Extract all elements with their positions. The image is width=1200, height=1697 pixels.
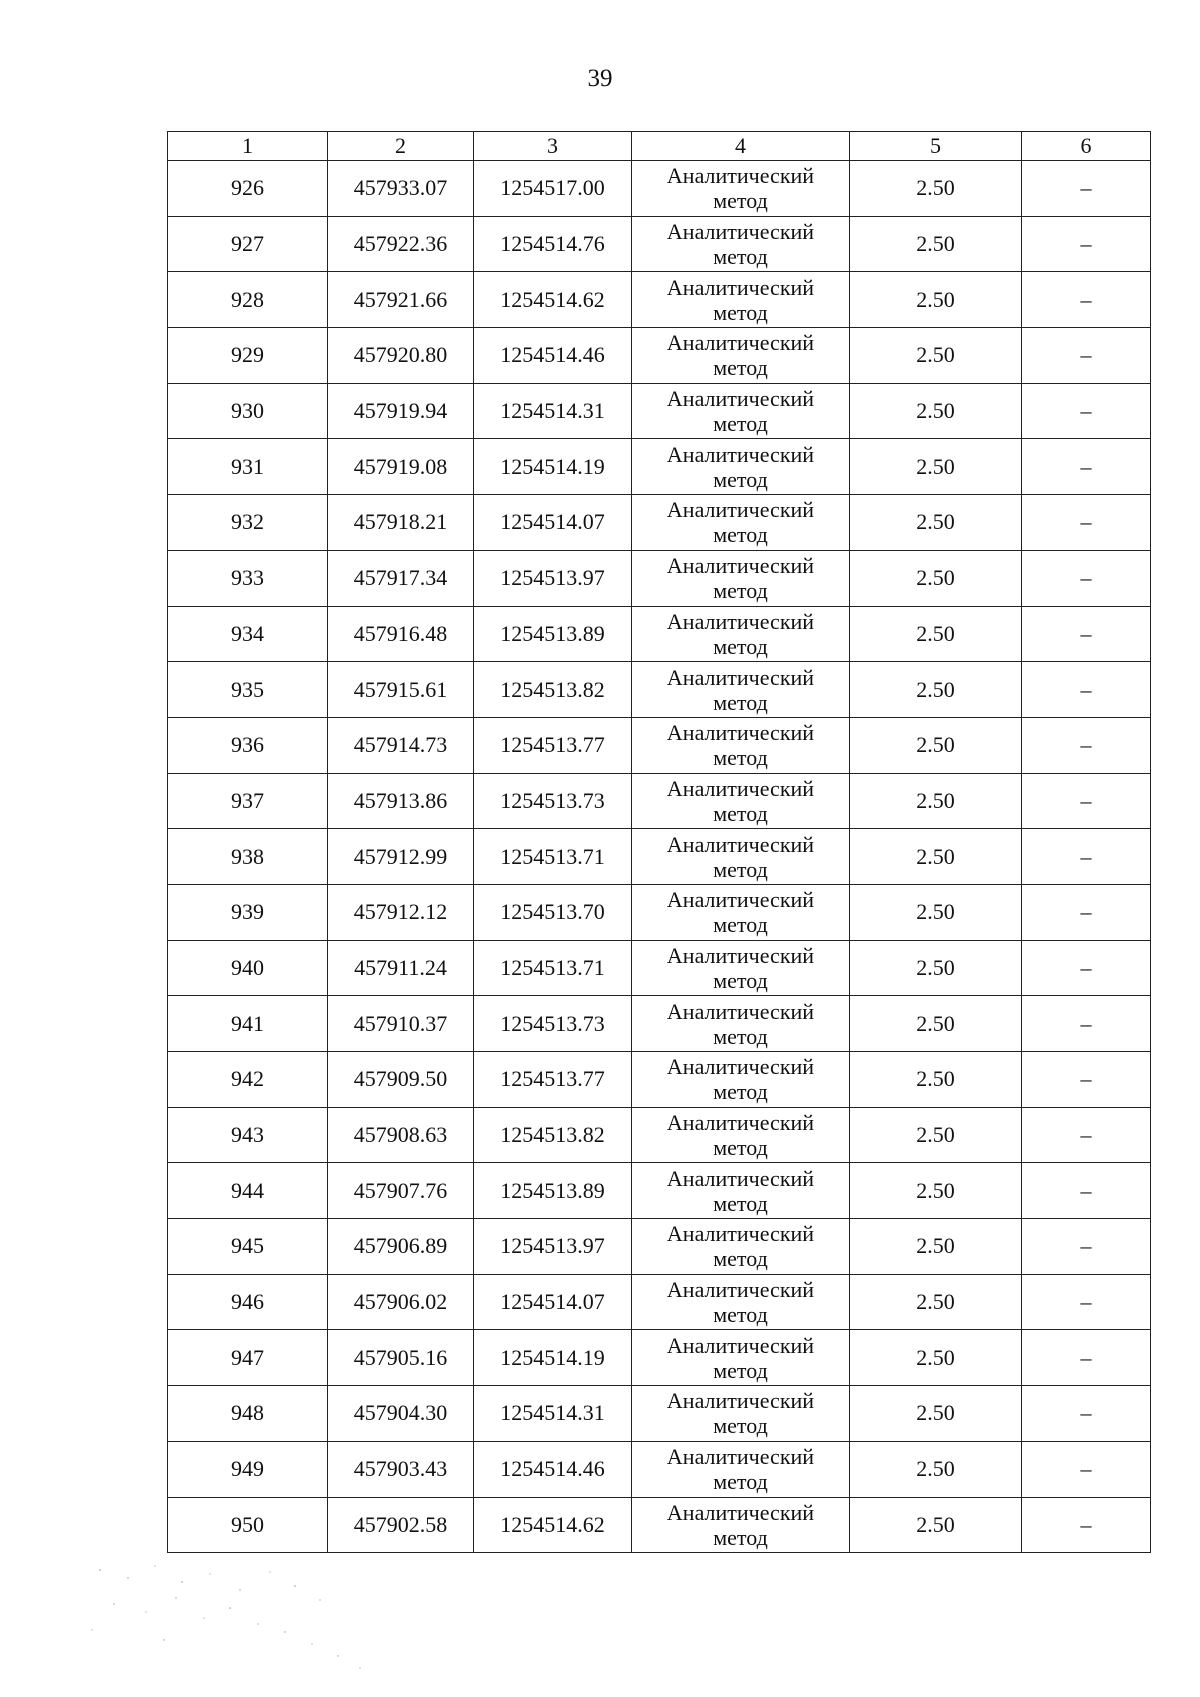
method-line-1: Аналитический xyxy=(666,1110,815,1136)
table-row xyxy=(168,1441,1151,1497)
method-cell xyxy=(632,1163,850,1219)
point-number-cell: 945 xyxy=(168,1219,328,1275)
table-row xyxy=(168,439,1151,495)
method-cell xyxy=(632,1441,850,1497)
point-number-cell: 944 xyxy=(168,1163,328,1219)
method-cell xyxy=(632,439,850,495)
method-cell xyxy=(632,773,850,829)
table-row xyxy=(168,216,1151,272)
note-cell: – xyxy=(1022,1274,1151,1330)
note-cell: – xyxy=(1022,272,1151,328)
method-line-2: метод xyxy=(713,522,768,548)
point-number-cell: 940 xyxy=(168,940,328,996)
note-cell: – xyxy=(1022,662,1151,718)
table-row xyxy=(168,1497,1151,1553)
method-cell xyxy=(632,216,850,272)
point-number-cell: 929 xyxy=(168,328,328,384)
point-number-cell: 931 xyxy=(168,439,328,495)
x-coordinate-cell: 457911.24 xyxy=(328,940,474,996)
note-cell: – xyxy=(1022,1052,1151,1108)
method-line-2: метод xyxy=(713,299,768,325)
y-coordinate-cell: 1254513.70 xyxy=(474,884,632,940)
accuracy-cell: 2.50 xyxy=(850,1052,1022,1108)
note-cell: – xyxy=(1022,1163,1151,1219)
point-number-cell: 941 xyxy=(168,996,328,1052)
x-coordinate-cell: 457913.86 xyxy=(328,773,474,829)
method-line-2: метод xyxy=(713,1079,768,1105)
y-coordinate-cell: 1254513.97 xyxy=(474,1219,632,1275)
x-coordinate-cell: 457902.58 xyxy=(328,1497,474,1553)
y-coordinate-cell: 1254513.77 xyxy=(474,717,632,773)
accuracy-cell: 2.50 xyxy=(850,216,1022,272)
accuracy-cell: 2.50 xyxy=(850,940,1022,996)
method-line-2: метод xyxy=(713,1246,768,1272)
point-number-cell: 927 xyxy=(168,216,328,272)
method-cell xyxy=(632,272,850,328)
note-cell: – xyxy=(1022,717,1151,773)
y-coordinate-cell: 1254513.71 xyxy=(474,940,632,996)
x-coordinate-cell: 457914.73 xyxy=(328,717,474,773)
note-cell: – xyxy=(1022,216,1151,272)
column-header: 2 xyxy=(328,132,474,161)
method-line-2: метод xyxy=(713,466,768,492)
table-row xyxy=(168,717,1151,773)
column-header: 3 xyxy=(474,132,632,161)
method-cell xyxy=(632,940,850,996)
coordinates-table xyxy=(167,131,1151,1553)
point-number-cell: 934 xyxy=(168,606,328,662)
table-header xyxy=(168,132,1151,161)
method-line-2: метод xyxy=(713,967,768,993)
y-coordinate-cell: 1254517.00 xyxy=(474,161,632,217)
y-coordinate-cell: 1254514.19 xyxy=(474,1330,632,1386)
method-line-1: Аналитический xyxy=(666,163,815,189)
table-body xyxy=(168,161,1151,1553)
point-number-cell: 936 xyxy=(168,717,328,773)
note-cell: – xyxy=(1022,439,1151,495)
accuracy-cell: 2.50 xyxy=(850,383,1022,439)
x-coordinate-cell: 457919.08 xyxy=(328,439,474,495)
point-number-cell: 938 xyxy=(168,829,328,885)
method-cell xyxy=(632,1052,850,1108)
x-coordinate-cell: 457912.99 xyxy=(328,829,474,885)
method-line-2: метод xyxy=(713,1469,768,1495)
method-cell xyxy=(632,1330,850,1386)
point-number-cell: 932 xyxy=(168,495,328,551)
method-line-1: Аналитический xyxy=(666,775,815,801)
point-number-cell: 933 xyxy=(168,550,328,606)
method-line-1: Аналитический xyxy=(666,720,815,746)
method-line-1: Аналитический xyxy=(666,998,815,1024)
x-coordinate-cell: 457908.63 xyxy=(328,1107,474,1163)
method-cell xyxy=(632,829,850,885)
accuracy-cell: 2.50 xyxy=(850,1497,1022,1553)
note-cell: – xyxy=(1022,328,1151,384)
header-row xyxy=(168,132,1151,161)
method-line-2: метод xyxy=(713,1524,768,1550)
accuracy-cell: 2.50 xyxy=(850,829,1022,885)
scan-noise xyxy=(80,1560,420,1680)
table-row xyxy=(168,272,1151,328)
note-cell: – xyxy=(1022,161,1151,217)
table-row xyxy=(168,829,1151,885)
accuracy-cell: 2.50 xyxy=(850,1219,1022,1275)
note-cell: – xyxy=(1022,884,1151,940)
y-coordinate-cell: 1254513.71 xyxy=(474,829,632,885)
y-coordinate-cell: 1254513.77 xyxy=(474,1052,632,1108)
table-row xyxy=(168,1219,1151,1275)
point-number-cell: 926 xyxy=(168,161,328,217)
method-line-2: метод xyxy=(713,912,768,938)
accuracy-cell: 2.50 xyxy=(850,439,1022,495)
method-cell xyxy=(632,161,850,217)
method-line-2: метод xyxy=(713,188,768,214)
x-coordinate-cell: 457904.30 xyxy=(328,1386,474,1442)
method-line-1: Аналитический xyxy=(666,942,815,968)
page-number: 39 xyxy=(587,65,613,92)
table-row xyxy=(168,383,1151,439)
table-row xyxy=(168,884,1151,940)
accuracy-cell: 2.50 xyxy=(850,1386,1022,1442)
column-header: 6 xyxy=(1022,132,1151,161)
x-coordinate-cell: 457918.21 xyxy=(328,495,474,551)
method-line-1: Аналитический xyxy=(666,831,815,857)
method-line-1: Аналитический xyxy=(666,608,815,634)
table-row xyxy=(168,1274,1151,1330)
accuracy-cell: 2.50 xyxy=(850,1441,1022,1497)
x-coordinate-cell: 457915.61 xyxy=(328,662,474,718)
note-cell: – xyxy=(1022,383,1151,439)
point-number-cell: 943 xyxy=(168,1107,328,1163)
method-cell xyxy=(632,1274,850,1330)
table-row xyxy=(168,773,1151,829)
accuracy-cell: 2.50 xyxy=(850,1274,1022,1330)
table-row xyxy=(168,1330,1151,1386)
method-line-1: Аналитический xyxy=(666,219,815,245)
method-line-2: метод xyxy=(713,800,768,826)
method-line-2: метод xyxy=(713,745,768,771)
y-coordinate-cell: 1254513.82 xyxy=(474,662,632,718)
y-coordinate-cell: 1254514.76 xyxy=(474,216,632,272)
point-number-cell: 950 xyxy=(168,1497,328,1553)
x-coordinate-cell: 457920.80 xyxy=(328,328,474,384)
y-coordinate-cell: 1254514.46 xyxy=(474,1441,632,1497)
column-header: 1 xyxy=(168,132,328,161)
point-number-cell: 930 xyxy=(168,383,328,439)
column-header: 4 xyxy=(632,132,850,161)
table-row xyxy=(168,1163,1151,1219)
method-line-1: Аналитический xyxy=(666,553,815,579)
note-cell: – xyxy=(1022,1330,1151,1386)
method-cell xyxy=(632,550,850,606)
point-number-cell: 937 xyxy=(168,773,328,829)
y-coordinate-cell: 1254513.73 xyxy=(474,996,632,1052)
method-line-1: Аналитический xyxy=(666,1054,815,1080)
accuracy-cell: 2.50 xyxy=(850,495,1022,551)
note-cell: – xyxy=(1022,1441,1151,1497)
method-line-1: Аналитический xyxy=(666,1444,815,1470)
method-cell xyxy=(632,1386,850,1442)
method-line-1: Аналитический xyxy=(666,887,815,913)
note-cell: – xyxy=(1022,829,1151,885)
table-row xyxy=(168,996,1151,1052)
accuracy-cell: 2.50 xyxy=(850,662,1022,718)
x-coordinate-cell: 457906.02 xyxy=(328,1274,474,1330)
point-number-cell: 946 xyxy=(168,1274,328,1330)
method-line-2: метод xyxy=(713,633,768,659)
x-coordinate-cell: 457919.94 xyxy=(328,383,474,439)
accuracy-cell: 2.50 xyxy=(850,773,1022,829)
method-cell xyxy=(632,662,850,718)
note-cell: – xyxy=(1022,773,1151,829)
accuracy-cell: 2.50 xyxy=(850,272,1022,328)
method-line-1: Аналитический xyxy=(666,1388,815,1414)
x-coordinate-cell: 457910.37 xyxy=(328,996,474,1052)
method-cell xyxy=(632,1497,850,1553)
y-coordinate-cell: 1254514.62 xyxy=(474,272,632,328)
note-cell: – xyxy=(1022,940,1151,996)
note-cell: – xyxy=(1022,495,1151,551)
x-coordinate-cell: 457903.43 xyxy=(328,1441,474,1497)
point-number-cell: 948 xyxy=(168,1386,328,1442)
method-line-2: метод xyxy=(713,411,768,437)
x-coordinate-cell: 457905.16 xyxy=(328,1330,474,1386)
column-header: 5 xyxy=(850,132,1022,161)
method-line-2: метод xyxy=(713,244,768,270)
accuracy-cell: 2.50 xyxy=(850,717,1022,773)
point-number-cell: 939 xyxy=(168,884,328,940)
method-cell xyxy=(632,606,850,662)
x-coordinate-cell: 457912.12 xyxy=(328,884,474,940)
method-line-1: Аналитический xyxy=(666,664,815,690)
method-line-2: метод xyxy=(713,1357,768,1383)
y-coordinate-cell: 1254513.89 xyxy=(474,1163,632,1219)
method-line-1: Аналитический xyxy=(666,330,815,356)
method-cell xyxy=(632,717,850,773)
method-line-1: Аналитический xyxy=(666,441,815,467)
y-coordinate-cell: 1254514.31 xyxy=(474,383,632,439)
note-cell: – xyxy=(1022,996,1151,1052)
y-coordinate-cell: 1254513.97 xyxy=(474,550,632,606)
method-line-2: метод xyxy=(713,1023,768,1049)
x-coordinate-cell: 457921.66 xyxy=(328,272,474,328)
point-number-cell: 942 xyxy=(168,1052,328,1108)
method-line-2: метод xyxy=(713,355,768,381)
table-row xyxy=(168,550,1151,606)
accuracy-cell: 2.50 xyxy=(850,1107,1022,1163)
y-coordinate-cell: 1254513.82 xyxy=(474,1107,632,1163)
y-coordinate-cell: 1254513.89 xyxy=(474,606,632,662)
method-line-2: метод xyxy=(713,1135,768,1161)
y-coordinate-cell: 1254514.19 xyxy=(474,439,632,495)
method-cell xyxy=(632,1219,850,1275)
accuracy-cell: 2.50 xyxy=(850,606,1022,662)
note-cell: – xyxy=(1022,550,1151,606)
method-line-1: Аналитический xyxy=(666,1221,815,1247)
note-cell: – xyxy=(1022,1386,1151,1442)
note-cell: – xyxy=(1022,1497,1151,1553)
table-row xyxy=(168,606,1151,662)
method-line-2: метод xyxy=(713,1190,768,1216)
method-cell xyxy=(632,383,850,439)
point-number-cell: 949 xyxy=(168,1441,328,1497)
table-row xyxy=(168,940,1151,996)
method-line-2: метод xyxy=(713,1302,768,1328)
table-row xyxy=(168,161,1151,217)
x-coordinate-cell: 457906.89 xyxy=(328,1219,474,1275)
table-row xyxy=(168,1107,1151,1163)
method-line-1: Аналитический xyxy=(666,1165,815,1191)
method-line-1: Аналитический xyxy=(666,1499,815,1525)
table-row xyxy=(168,1386,1151,1442)
x-coordinate-cell: 457907.76 xyxy=(328,1163,474,1219)
y-coordinate-cell: 1254513.73 xyxy=(474,773,632,829)
y-coordinate-cell: 1254514.62 xyxy=(474,1497,632,1553)
accuracy-cell: 2.50 xyxy=(850,1163,1022,1219)
method-line-1: Аналитический xyxy=(666,1332,815,1358)
accuracy-cell: 2.50 xyxy=(850,550,1022,606)
y-coordinate-cell: 1254514.46 xyxy=(474,328,632,384)
method-line-2: метод xyxy=(713,689,768,715)
point-number-cell: 935 xyxy=(168,662,328,718)
y-coordinate-cell: 1254514.31 xyxy=(474,1386,632,1442)
method-line-2: метод xyxy=(713,578,768,604)
table-row xyxy=(168,662,1151,718)
x-coordinate-cell: 457933.07 xyxy=(328,161,474,217)
table-row xyxy=(168,1052,1151,1108)
method-cell xyxy=(632,1107,850,1163)
x-coordinate-cell: 457916.48 xyxy=(328,606,474,662)
accuracy-cell: 2.50 xyxy=(850,884,1022,940)
accuracy-cell: 2.50 xyxy=(850,996,1022,1052)
note-cell: – xyxy=(1022,606,1151,662)
method-cell xyxy=(632,884,850,940)
x-coordinate-cell: 457917.34 xyxy=(328,550,474,606)
accuracy-cell: 2.50 xyxy=(850,1330,1022,1386)
method-line-2: метод xyxy=(713,1413,768,1439)
x-coordinate-cell: 457922.36 xyxy=(328,216,474,272)
y-coordinate-cell: 1254514.07 xyxy=(474,495,632,551)
y-coordinate-cell: 1254514.07 xyxy=(474,1274,632,1330)
method-line-1: Аналитический xyxy=(666,497,815,523)
method-line-2: метод xyxy=(713,856,768,882)
accuracy-cell: 2.50 xyxy=(850,161,1022,217)
point-number-cell: 928 xyxy=(168,272,328,328)
x-coordinate-cell: 457909.50 xyxy=(328,1052,474,1108)
method-line-1: Аналитический xyxy=(666,274,815,300)
table-row xyxy=(168,328,1151,384)
note-cell: – xyxy=(1022,1107,1151,1163)
method-cell xyxy=(632,996,850,1052)
table-row xyxy=(168,495,1151,551)
method-cell xyxy=(632,495,850,551)
accuracy-cell: 2.50 xyxy=(850,328,1022,384)
method-cell xyxy=(632,328,850,384)
method-line-1: Аналитический xyxy=(666,386,815,412)
method-line-1: Аналитический xyxy=(666,1277,815,1303)
note-cell: – xyxy=(1022,1219,1151,1275)
point-number-cell: 947 xyxy=(168,1330,328,1386)
